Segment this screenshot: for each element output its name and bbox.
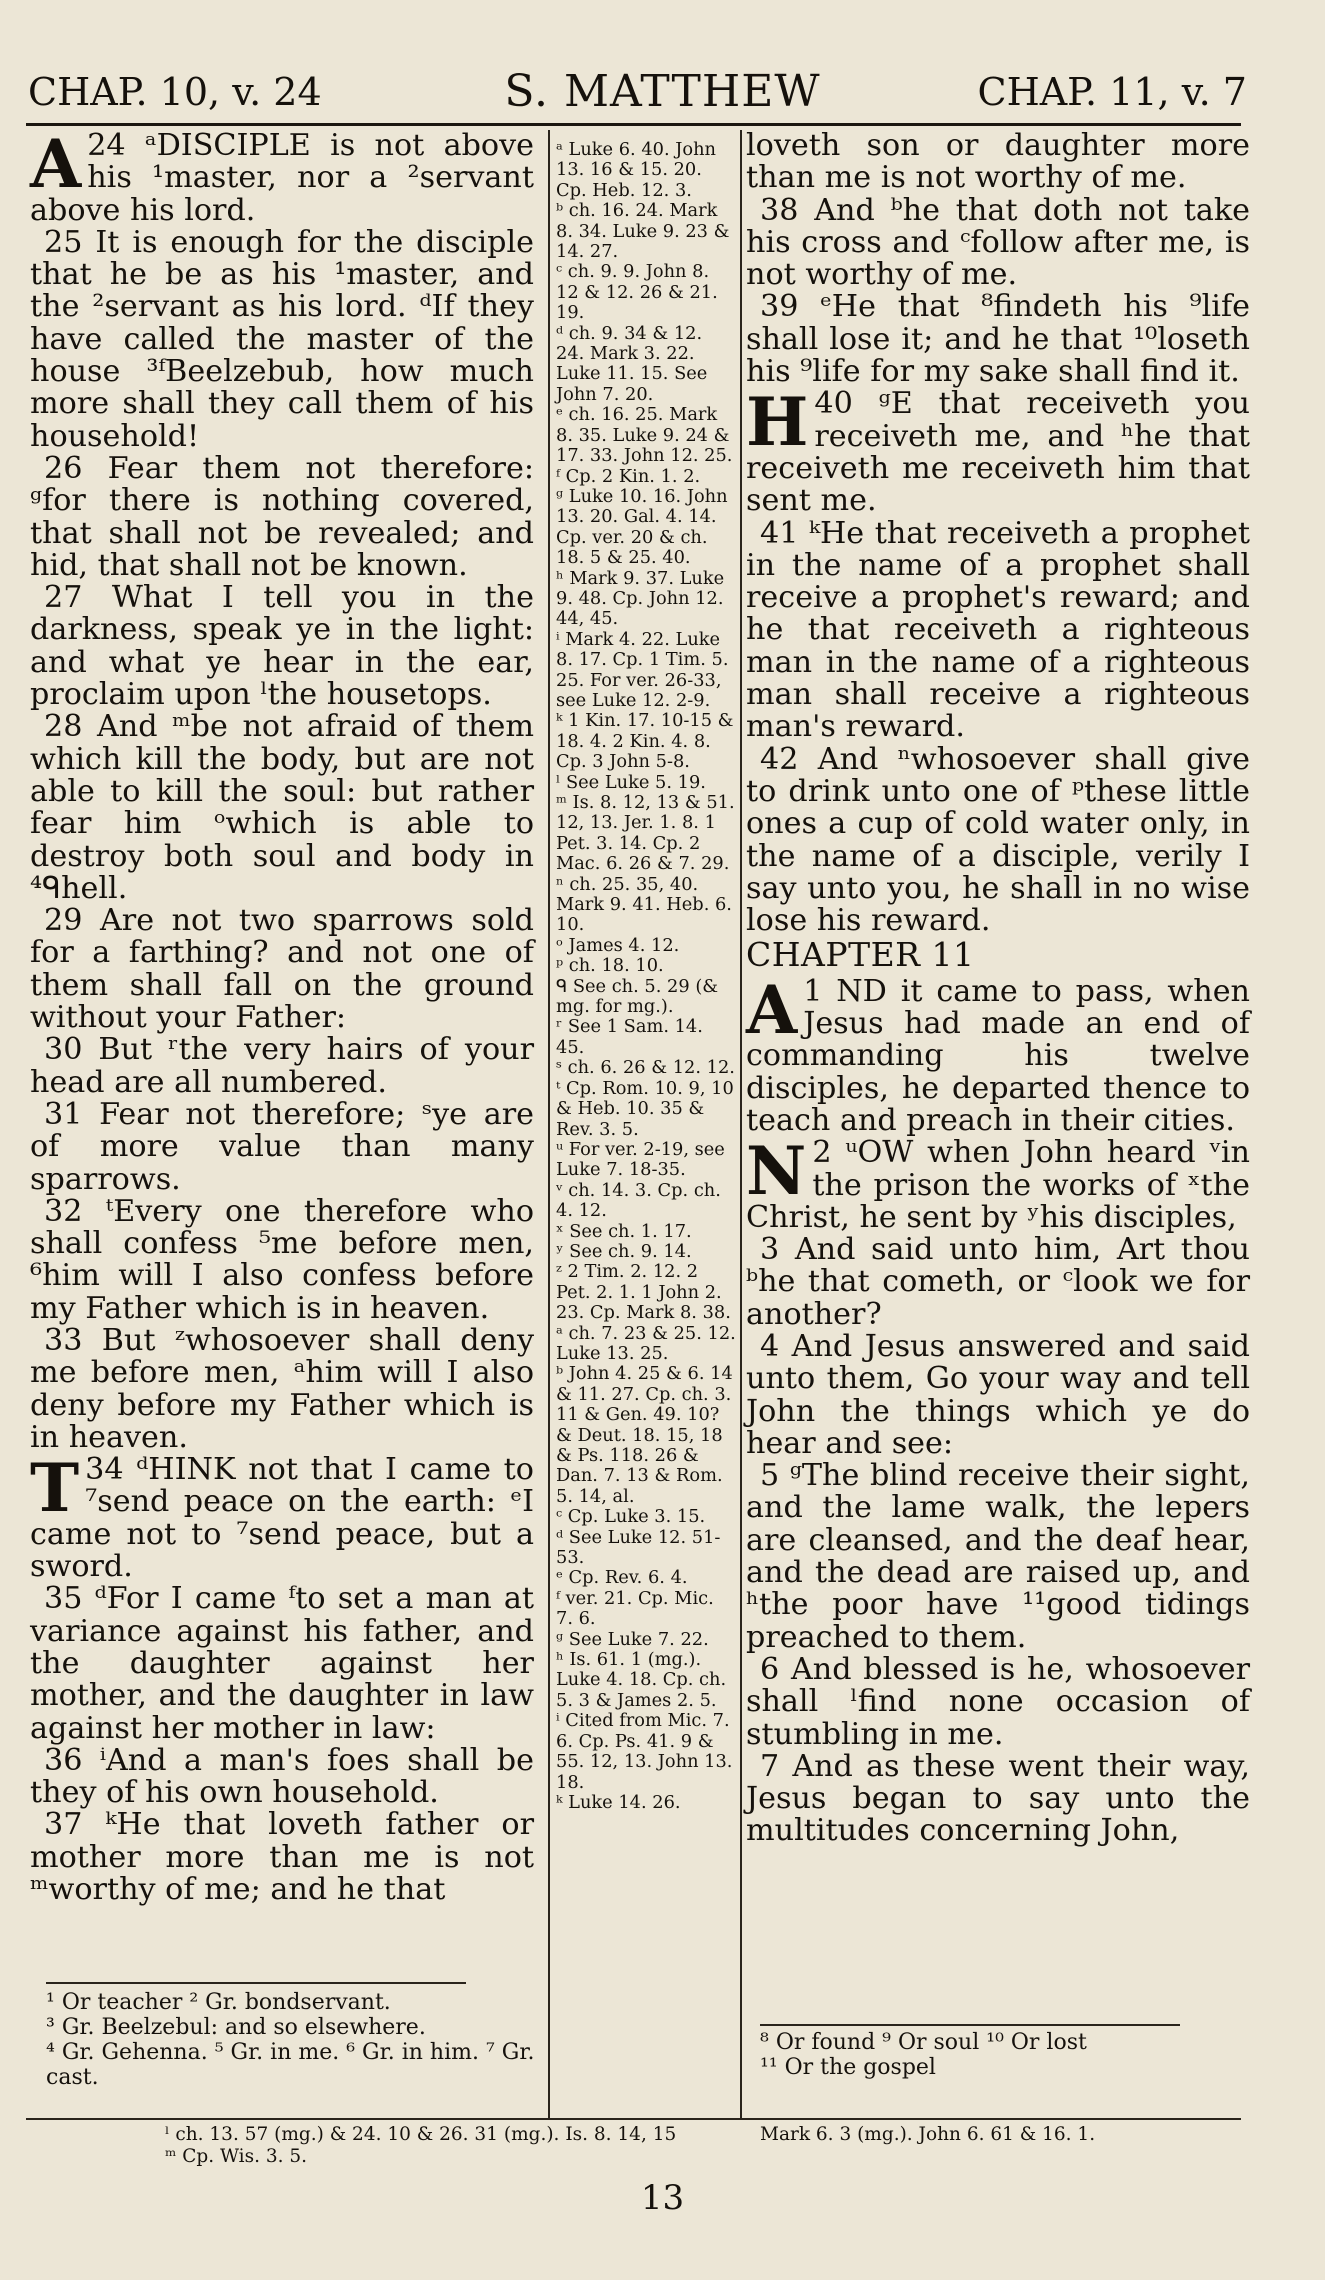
book-title: S. MATTHEW xyxy=(504,66,821,117)
verse-number: 40 ᵍ xyxy=(814,386,891,422)
verse: 38 And ᵇhe that doth not take his cross and ᶜfollow after me, is not worthy of me. xyxy=(746,192,1250,293)
cross-reference: ᶜ Cp. Luke 3. 15. xyxy=(556,1506,706,1528)
cross-reference: ᶠ Cp. 2 Kin. 1. 2. xyxy=(556,465,701,487)
cross-reference: ᵒ James 4. 12. xyxy=(556,934,680,956)
cross-reference: ᑫ See ch. 5. 29 (& mg. for mg.). xyxy=(556,975,719,1018)
footnote: ⁴ Gr. Gehenna. ⁵ Gr. in me. ⁶ Gr. in him. ⁷ Gr. cast. xyxy=(46,2040,535,2090)
chapter-verse-start: CHAP. 10, v. 24 xyxy=(28,70,322,114)
footnote: ⁸ Or found ⁹ Or soul ¹⁰ Or lost xyxy=(760,2030,1087,2055)
cross-reference: ᵈ ch. 9. 34 & 12. 24. Mark 3. 22. Luke 11. 15. See John 7. 20. xyxy=(556,322,708,405)
cross-reference: ᵉ ch. 16. 25. Mark 8. 35. Luke 9. 24 & 17. 33. John 12. 25. xyxy=(556,404,733,467)
verse xyxy=(746,383,1250,519)
page-number: 13 xyxy=(640,2178,685,2218)
verse xyxy=(746,1132,1250,1235)
verse: 4 And Jesus answered and said unto them, Go your way and tell John the things which ye do hear and see: xyxy=(746,1328,1250,1461)
footnote: ¹ Or teacher ² Gr. bondservant. xyxy=(46,1990,391,2015)
cross-reference: ʸ See ch. 9. 14. xyxy=(556,1240,692,1262)
header-rule xyxy=(26,123,1241,126)
verse-text: OW when John heard ᵛin the prison the works of ˣthe Christ, he sent by ʸhis disciples, xyxy=(746,1135,1250,1235)
footnotes-right xyxy=(760,2030,1260,2080)
verse: 31 Fear not therefore; ˢye are of more value than many sparrows. xyxy=(30,1096,534,1197)
verse-number: 1 xyxy=(803,973,837,1009)
cross-reference: ᵐ Is. 8. 12, 13 & 51. 12, 13. Jer. 1. 8. 1 Pet. 3. 14. Cp. 2 Mac. 6. 26 & 7. 29. xyxy=(556,792,735,875)
cross-reference: ᵘ For ver. 2-19, see Luke 7. 18-35. xyxy=(556,1138,725,1181)
cross-reference: ᵛ ch. 14. 3. Cp. ch. 4. 12. xyxy=(556,1179,721,1222)
verse xyxy=(30,125,534,228)
verse: 5 ᵍThe blind receive their sight, and the lame walk, the lepers are cleansed, and the deaf hear, and the dead are raised up, and ʰthe poor have ¹¹good tidings preached to them. xyxy=(746,1458,1250,1655)
bottom-references-right: Mark 6. 3 (mg.). John 6. 61 & 16. 1. xyxy=(760,2124,1096,2145)
verse: 25 It is enough for the disciple that he be as his ¹master, and the ²servant as his lord. ᵈIf they have called the master of the house ³ᶠBeelzebub, how much more shall they call them of his household! xyxy=(30,224,534,454)
verse: loveth son or daughter more than me is not worthy of me. xyxy=(746,128,1250,196)
cross-reference: ˡ See Luke 5. 19. xyxy=(556,771,706,793)
verse: 30 But ʳthe very hairs of your head are all numbered. xyxy=(30,1032,534,1100)
bottom-references-left xyxy=(165,2124,725,2168)
cross-reference-column xyxy=(556,140,736,1813)
bottom-reference: ˡ ch. 13. 57 (mg.) & 24. 10 & 26. 31 (mg.). Is. 8. 14, 15 xyxy=(165,2124,677,2145)
footnote-rule-right xyxy=(760,2024,1180,2026)
column-divider-right xyxy=(740,130,742,2120)
cross-reference: ˢ ch. 6. 26 & 12. 12. xyxy=(556,1057,735,1079)
cross-reference: ᵖ ch. 18. 10. xyxy=(556,955,664,977)
cross-reference: ᵏ Luke 14. 26. xyxy=(556,1791,681,1813)
verse xyxy=(30,1449,534,1585)
footnote: ¹¹ Or the gospel xyxy=(760,2055,936,2080)
verse: 32 ᵗEvery one therefore who shall confess ⁵me before men, ⁶him will I also confess before my Father which is in heaven. xyxy=(30,1193,534,1326)
cross-reference: ᵃ ch. 7. 23 & 25. 12. Luke 13. 25. xyxy=(556,1322,736,1364)
verse xyxy=(746,970,1250,1138)
verse: 39 ᵉHe that ⁸findeth his ⁹life shall lose it; and he that ¹⁰loseth his ⁹life for my sake shall find it. xyxy=(746,289,1250,390)
verse: 3 And said unto him, Art thou ᵇhe that cometh, or ᶜlook we for another? xyxy=(746,1232,1250,1332)
verse: 33 But ᶻwhosoever shall deny me before men, ᵃhim will I also deny before my Father which is in heaven. xyxy=(30,1322,534,1455)
footnote-rule-left xyxy=(46,1982,466,1984)
verse: 7 And as these went their way, Jesus began to say unto the multitudes concerning John, xyxy=(746,1748,1250,1849)
cross-reference: ˣ See ch. 1. 17. xyxy=(556,1220,692,1242)
cross-reference: ᵗ Cp. Rom. 10. 9, 10 & Heb. 10. 35 & Rev. 3. 5. xyxy=(556,1077,734,1140)
drop-cap: A xyxy=(30,125,82,203)
text-column-right xyxy=(746,130,1250,1848)
text-column-left xyxy=(30,125,534,1908)
cross-reference: ʰ Mark 9. 37. Luke 9. 48. Cp. John 12. 44, 45. xyxy=(556,567,725,630)
chapter-verse-end: CHAP. 11, v. 7 xyxy=(977,70,1247,114)
cross-reference: ʳ See 1 Sam. 14. 45. xyxy=(556,1016,703,1058)
bottom-rule xyxy=(26,2118,1241,2120)
cross-reference: ʰ Is. 61. 1 (mg.). Luke 4. 18. Cp. ch. 5. 3 & James 2. 5. xyxy=(556,1649,727,1711)
verse-number: 2 ᵘ xyxy=(812,1135,858,1171)
cross-reference: ⁱ Cited from Mic. 7. 6. Cp. Ps. 41. 9 & 55. 12, 13. John 13. 18. xyxy=(556,1710,733,1793)
verse: 28 And ᵐbe not afraid of them which kill the body, but are not able to kill the soul: but rather fear him ᵒwhich is able to destroy both soul and body in ⁴ᑫhell. xyxy=(30,709,534,906)
drop-cap: T xyxy=(30,1449,80,1528)
bottom-reference: ᵐ Cp. Wis. 3. 5. xyxy=(165,2146,308,2167)
verse: 26 Fear them not therefore: ᵍfor there is nothing covered, that shall not be revealed; and hid, that shall not be known. xyxy=(30,450,534,583)
cross-reference: ᵈ See Luke 12. 51-53. xyxy=(556,1526,721,1569)
verse: 27 What I tell you in the darkness, speak ye in the light: and what ye hear in the ear, proclaim upon ˡthe housetops. xyxy=(30,580,534,713)
verse: 6 And blessed is he, whosoever shall ˡfind none occasion of stumbling in me. xyxy=(746,1651,1250,1752)
verse: 29 Are not two sparrows sold for a farthing? and not one of them shall fall on the ground without your Father: xyxy=(30,903,534,1036)
cross-reference: ᵇ ch. 16. 24. Mark 8. 34. Luke 9. 23 & 14. 27. xyxy=(556,200,730,263)
footnote: ³ Gr. Beelzebul: and so elsewhere. xyxy=(46,2015,426,2040)
verse: 36 ⁱAnd a man's foes shall be they of his own household. xyxy=(30,1742,534,1811)
verse-text: HINK not that I came to ⁷send peace on the earth: ᵉI came not to ⁷send peace, but a sword. xyxy=(30,1452,534,1585)
verse-text: ND it came to pass, when Jesus had made an end of commanding his twelve disciples, he departed thence to teach and preach in their cities. xyxy=(746,973,1250,1138)
drop-cap: N xyxy=(746,1132,807,1211)
cross-reference: ᶻ 2 Tim. 2. 12. 2 Pet. 2. 1. 1 John 2. 23. Cp. Mark 8. 38. xyxy=(556,1261,731,1324)
cross-reference: ᵉ Cp. Rev. 6. 4. xyxy=(556,1567,688,1589)
verse-number: 24 ᵃ xyxy=(87,128,157,163)
cross-reference: ᵍ Luke 10. 16. John 13. 20. Gal. 4. 14. Cp. ver. 20 & ch. 18. 5 & 25. 40. xyxy=(556,485,728,569)
verse: 42 And ⁿwhosoever shall give to drink unto one of ᵖthese little ones a cup of cold water only, in the name of a disciple, verily I say unto you, he shall in no wise lose his reward. xyxy=(746,741,1250,939)
cross-reference: ᶠ ver. 21. Cp. Mic. 7. 6. xyxy=(556,1587,714,1630)
verse: 37 ᵏHe that loveth father or mother more than me is not ᵐworthy of me; and he that xyxy=(30,1807,534,1908)
cross-reference: ᵏ 1 Kin. 17. 10-15 & 18. 4. 2 Kin. 4. 8. Cp. 3 John 5-8. xyxy=(556,710,734,773)
verse: 41 ᵏHe that receiveth a prophet in the name of a prophet shall receive a prophet's reward; and he that receiveth a righteous man in the name of a righteous man shall receive a righteous man's reward. xyxy=(746,515,1250,745)
footnotes-left xyxy=(46,1990,546,2090)
cross-reference: ᶜ ch. 9. 9. John 8. 12 & 12. 26 & 21. 19. xyxy=(556,261,718,324)
cross-reference: ᵍ See Luke 7. 22. xyxy=(556,1628,709,1650)
verse-number: 34 ᵈ xyxy=(85,1452,149,1488)
column-divider-left xyxy=(548,130,550,2120)
cross-reference: ⁿ ch. 25. 35, 40. Mark 9. 41. Heb. 6. 10. xyxy=(556,873,732,936)
verse: 35 ᵈFor I came ᶠto set a man at variance against his father, and the daughter against her mother, and the daughter in law against her mother in law: xyxy=(30,1581,534,1746)
chapter-heading: CHAPTER 11 xyxy=(746,935,975,975)
drop-cap: H xyxy=(746,383,809,462)
cross-reference: ⁱ Mark 4. 22. Luke 8. 17. Cp. 1 Tim. 5. 25. For ver. 26-33, see Luke 12. 2-9. xyxy=(556,628,729,711)
cross-reference: ᵇ John 4. 25 & 6. 14 & 11. 27. Cp. ch. 3. 11 & Gen. 49. 10? & Deut. 18. 15, 18 & Ps. 118. 26 & Dan. 7. 13 & Rom. 5. 14, al. xyxy=(556,1363,733,1507)
cross-reference: ᵃ Luke 6. 40. John 13. 16 & 15. 20. Cp. Heb. 12. 3. xyxy=(556,139,717,201)
verse-text: DISCIPLE is not above his ¹master, nor a ²servant above his lord. xyxy=(30,128,534,228)
verse-text: E that receiveth you receiveth me, and ʰhe that receiveth me receiveth him that sent me. xyxy=(746,386,1250,519)
drop-cap: A xyxy=(746,970,798,1049)
